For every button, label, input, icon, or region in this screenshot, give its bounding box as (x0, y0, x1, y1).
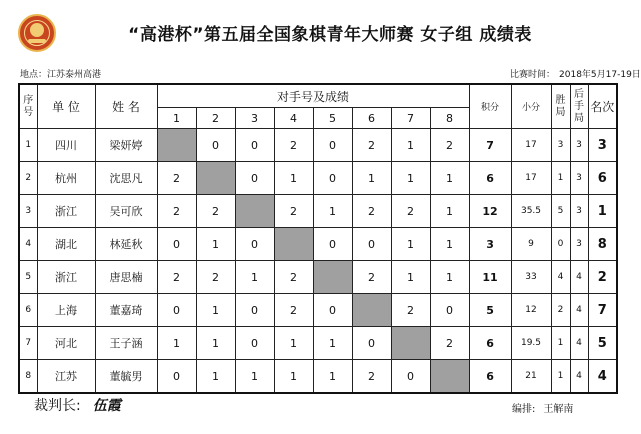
result-cell: 2 (274, 261, 313, 294)
date-info (510, 67, 641, 80)
wins-cell: 1 (551, 360, 570, 394)
result-cell: 0 (391, 360, 430, 394)
player-name-cell: 唐思楠 (95, 261, 157, 294)
self-match-cell (196, 162, 235, 195)
seq-cell: 7 (19, 327, 37, 360)
player-name-cell: 王子涵 (95, 327, 157, 360)
self-match-cell (391, 327, 430, 360)
wins-cell: 5 (551, 195, 570, 228)
black-games-cell: 4 (570, 360, 588, 394)
result-cell: 1 (430, 261, 469, 294)
date-label: 比赛时间： (510, 70, 556, 80)
table-row (19, 228, 617, 261)
player-name-cell: 吴可欣 (95, 195, 157, 228)
rank-cell: 1 (588, 195, 617, 228)
wins-cell: 0 (551, 228, 570, 261)
result-cell: 2 (274, 195, 313, 228)
table-row (19, 360, 617, 394)
result-cell: 2 (430, 327, 469, 360)
unit-cell: 湖北 (37, 228, 95, 261)
unit-cell: 四川 (37, 129, 95, 162)
player-name-cell: 董嘉琦 (95, 294, 157, 327)
venue-label: 地点： (20, 70, 48, 80)
wins-cell: 4 (551, 261, 570, 294)
minor-score-cell: 19.5 (511, 327, 551, 360)
points-cell: 6 (469, 162, 511, 195)
wins-cell: 2 (551, 294, 570, 327)
result-cell: 2 (391, 294, 430, 327)
wins-cell: 3 (551, 129, 570, 162)
result-cell: 0 (235, 327, 274, 360)
black-games-cell: 4 (570, 294, 588, 327)
self-match-cell (157, 129, 196, 162)
result-cell: 1 (391, 129, 430, 162)
result-cell: 0 (235, 129, 274, 162)
points-cell: 6 (469, 327, 511, 360)
minor-score-cell: 17 (511, 129, 551, 162)
rank-header: 名次 (588, 84, 617, 129)
result-cell: 2 (157, 162, 196, 195)
result-cell: 1 (196, 228, 235, 261)
result-cell: 1 (430, 162, 469, 195)
black-games-cell: 3 (570, 162, 588, 195)
rank-cell: 6 (588, 162, 617, 195)
opp-num-header: 4 (274, 108, 313, 129)
wins-cell: 1 (551, 327, 570, 360)
table-row (19, 129, 617, 162)
points-cell: 5 (469, 294, 511, 327)
seq-cell: 4 (19, 228, 37, 261)
header-row (19, 84, 617, 108)
seq-cell: 8 (19, 360, 37, 394)
opp-num-header: 5 (313, 108, 352, 129)
opp-num-header: 7 (391, 108, 430, 129)
self-match-cell (352, 294, 391, 327)
referee-signature: 伍霞 (92, 398, 121, 414)
result-cell: 2 (352, 129, 391, 162)
unit-cell: 河北 (37, 327, 95, 360)
wins-cell: 1 (551, 162, 570, 195)
opp-num-header: 1 (157, 108, 196, 129)
results-body (19, 129, 617, 394)
referee-info (34, 395, 121, 415)
result-cell: 2 (430, 129, 469, 162)
result-cell: 0 (313, 294, 352, 327)
result-cell: 2 (352, 261, 391, 294)
unit-header: 单 位 (37, 84, 95, 129)
event-logo-icon (18, 14, 56, 52)
seq-cell: 1 (19, 129, 37, 162)
result-cell: 0 (430, 294, 469, 327)
result-cell: 1 (274, 327, 313, 360)
result-cell: 2 (196, 195, 235, 228)
result-cell: 0 (157, 228, 196, 261)
seq-cell: 6 (19, 294, 37, 327)
result-cell: 0 (235, 228, 274, 261)
opp-num-header: 6 (352, 108, 391, 129)
editor-name: 王解南 (543, 404, 574, 415)
result-cell: 0 (313, 129, 352, 162)
rank-cell: 7 (588, 294, 617, 327)
black-games-cell: 4 (570, 327, 588, 360)
points-cell: 7 (469, 129, 511, 162)
self-match-cell (235, 195, 274, 228)
result-cell: 1 (313, 360, 352, 394)
result-cell: 1 (391, 228, 430, 261)
result-cell: 2 (352, 195, 391, 228)
result-cell: 0 (235, 162, 274, 195)
minor-score-cell: 33 (511, 261, 551, 294)
result-cell: 1 (313, 195, 352, 228)
result-cell: 1 (313, 327, 352, 360)
minor-score-cell: 17 (511, 162, 551, 195)
player-name-cell: 沈思凡 (95, 162, 157, 195)
player-name-cell: 林延秋 (95, 228, 157, 261)
result-cell: 1 (196, 294, 235, 327)
result-cell: 1 (196, 360, 235, 394)
black-games-cell: 4 (570, 261, 588, 294)
unit-cell: 上海 (37, 294, 95, 327)
points-cell: 11 (469, 261, 511, 294)
minor-score-header: 小分 (511, 84, 551, 129)
result-cell: 0 (235, 294, 274, 327)
result-cell: 0 (313, 162, 352, 195)
unit-cell: 江苏 (37, 360, 95, 394)
result-cell: 1 (391, 261, 430, 294)
result-cell: 1 (235, 261, 274, 294)
venue-info (20, 67, 101, 80)
page-title: “高港杯”第五届全国象棋青年大师赛 女子组 成绩表 (128, 25, 532, 45)
self-match-cell (430, 360, 469, 394)
opp-num-header: 8 (430, 108, 469, 129)
player-name-cell: 董毓男 (95, 360, 157, 394)
seq-header: 序号 (19, 84, 37, 129)
result-cell: 1 (235, 360, 274, 394)
seq-cell: 3 (19, 195, 37, 228)
table-row (19, 294, 617, 327)
table-row (19, 261, 617, 294)
results-table (18, 83, 618, 394)
table-row (19, 195, 617, 228)
result-cell: 1 (274, 360, 313, 394)
self-match-cell (313, 261, 352, 294)
result-cell: 2 (196, 261, 235, 294)
result-cell: 2 (157, 195, 196, 228)
result-cell: 1 (352, 162, 391, 195)
date-value: 2018年5月17-19日 (559, 70, 641, 80)
minor-score-cell: 9 (511, 228, 551, 261)
points-cell: 3 (469, 228, 511, 261)
opp-num-header: 3 (235, 108, 274, 129)
result-cell: 2 (274, 129, 313, 162)
result-cell: 0 (196, 129, 235, 162)
table-row (19, 162, 617, 195)
seq-cell: 5 (19, 261, 37, 294)
self-match-cell (274, 228, 313, 261)
minor-score-cell: 21 (511, 360, 551, 394)
black-games-cell: 3 (570, 228, 588, 261)
black-games-cell: 3 (570, 195, 588, 228)
result-cell: 1 (157, 327, 196, 360)
points-cell: 12 (469, 195, 511, 228)
opponents-header: 对手号及成绩 (157, 84, 469, 108)
wins-header: 胜局 (551, 84, 570, 129)
result-cell: 0 (157, 360, 196, 394)
referee-label: 裁判长: (34, 398, 81, 414)
result-cell: 2 (391, 195, 430, 228)
result-cell: 2 (157, 261, 196, 294)
rank-cell: 4 (588, 360, 617, 394)
points-header: 积分 (469, 84, 511, 129)
result-cell: 0 (313, 228, 352, 261)
minor-score-cell: 35.5 (511, 195, 551, 228)
unit-cell: 浙江 (37, 261, 95, 294)
rank-cell: 3 (588, 129, 617, 162)
result-cell: 0 (157, 294, 196, 327)
table-row (19, 327, 617, 360)
black-games-header: 后手局 (570, 84, 588, 129)
result-cell: 0 (352, 228, 391, 261)
seq-cell: 2 (19, 162, 37, 195)
result-cell: 1 (430, 228, 469, 261)
result-cell: 1 (391, 162, 430, 195)
result-cell: 1 (430, 195, 469, 228)
name-header: 姓 名 (95, 84, 157, 129)
result-cell: 2 (274, 294, 313, 327)
result-cell: 0 (352, 327, 391, 360)
editor-info (512, 400, 573, 415)
points-cell: 6 (469, 360, 511, 394)
black-games-cell: 3 (570, 129, 588, 162)
rank-cell: 5 (588, 327, 617, 360)
rank-cell: 8 (588, 228, 617, 261)
minor-score-cell: 12 (511, 294, 551, 327)
player-name-cell: 梁妍婷 (95, 129, 157, 162)
result-cell: 2 (352, 360, 391, 394)
opp-num-header: 2 (196, 108, 235, 129)
editor-label: 编排: (512, 404, 536, 415)
unit-cell: 杭州 (37, 162, 95, 195)
result-cell: 1 (274, 162, 313, 195)
result-cell: 1 (196, 327, 235, 360)
unit-cell: 浙江 (37, 195, 95, 228)
rank-cell: 2 (588, 261, 617, 294)
venue-value: 江苏泰州高港 (47, 70, 102, 80)
